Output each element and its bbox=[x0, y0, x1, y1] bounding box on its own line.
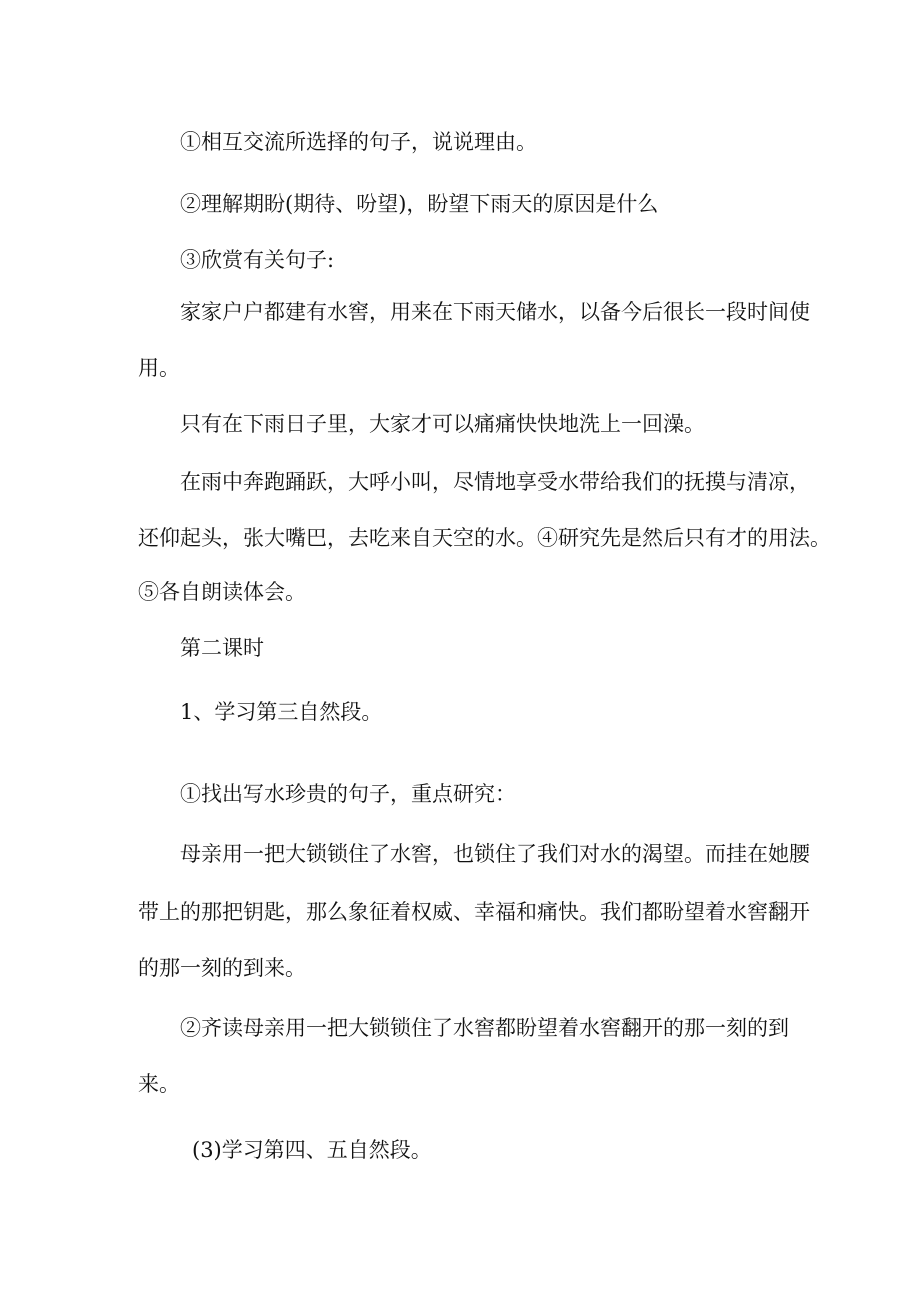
text-line-1: ①相互交流所选择的句子，说说理由。 bbox=[180, 130, 537, 154]
text-line-13: 母亲用一把大锁锁住了水窖，也锁住了我们对水的渴望。而挂在她腰 bbox=[180, 842, 810, 866]
text-line-7: 在雨中奔跑踊跃，大呼小叫，尽情地享受水带给我们的抚摸与清凉， bbox=[180, 470, 810, 494]
text-line-5: 用。 bbox=[138, 356, 180, 380]
text-line-18: (3)学习第四、五自然段。 bbox=[192, 1138, 432, 1162]
text-line-17: 来。 bbox=[138, 1072, 180, 1096]
text-line-12: ①找出写水珍贵的句子，重点研究： bbox=[180, 782, 516, 806]
text-line-10: 第二课时 bbox=[180, 636, 264, 660]
text-line-2: ②理解期盼(期待、吩望)，盼望下雨天的原因是什么 bbox=[180, 192, 659, 216]
text-line-15: 的那一刻的到来。 bbox=[138, 956, 306, 980]
text-line-11: 1、学习第三自然段。 bbox=[180, 700, 383, 724]
text-line-6: 只有在下雨日子里，大家才可以痛痛快快地洗上一回澡。 bbox=[180, 412, 705, 436]
text-line-9: ⑤各自朗读体会。 bbox=[138, 580, 306, 604]
text-line-3: ③欣赏有关句子: bbox=[180, 248, 335, 272]
text-line-16: ②齐读母亲用一把大锁锁住了水窖都盼望着水窖翻开的那一刻的到 bbox=[180, 1016, 789, 1040]
text-line-14: 带上的那把钥匙，那么象征着权威、幸福和痛快。我们都盼望着水窖翻开 bbox=[138, 900, 810, 924]
text-line-4: 家家户户都建有水窖，用来在下雨天储水，以备今后很长一段时间使 bbox=[180, 300, 810, 324]
text-line-8: 还仰起头，张大嘴巴，去吃来自天空的水。④研究先是然后只有才的用法。 bbox=[138, 526, 831, 550]
